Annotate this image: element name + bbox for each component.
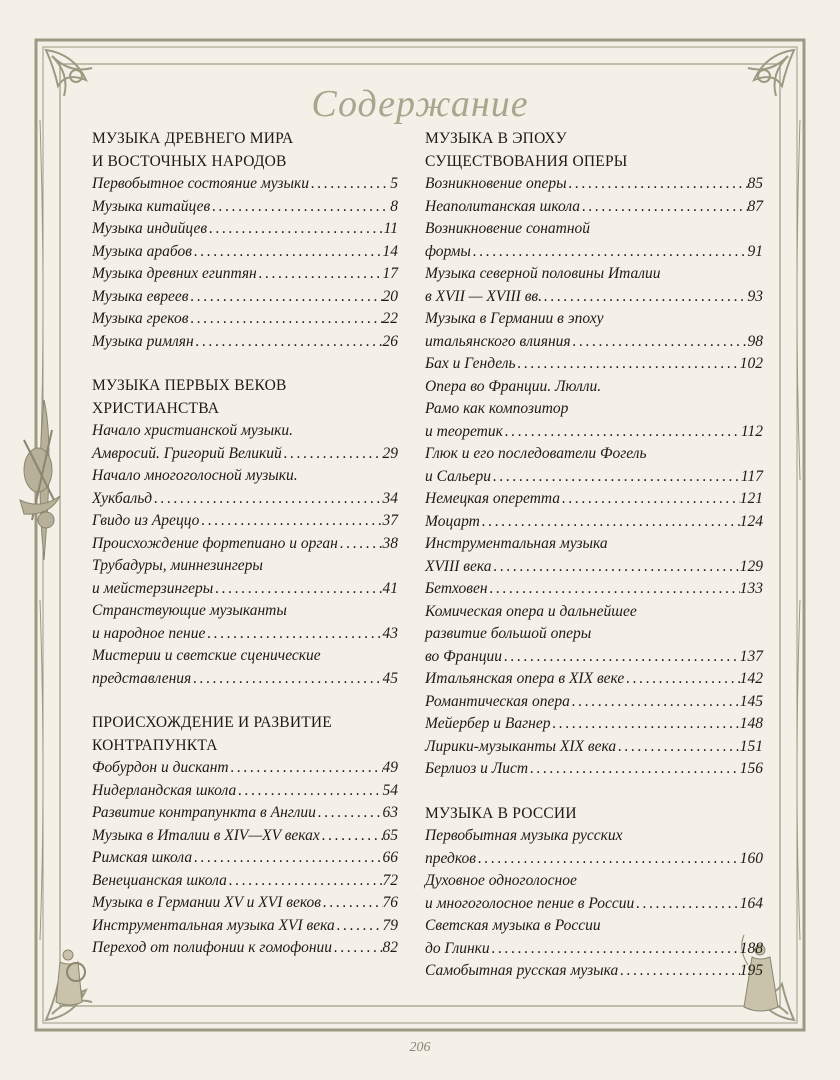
- toc-entry[interactable]: [425, 376, 763, 444]
- toc-entry[interactable]: [425, 960, 763, 983]
- toc-page-number: 34: [382, 489, 398, 507]
- toc-entry-text: Моцарт: [425, 512, 480, 530]
- dot-leader: [560, 488, 740, 511]
- toc-entry-text: Музыка в Германии XV и XVI веков: [92, 894, 322, 911]
- toc-entry[interactable]: [425, 691, 763, 714]
- toc-page-number: 54: [382, 781, 398, 799]
- toc-entry-text: Происхождение фортепиано и орган: [92, 534, 338, 552]
- dot-leader: [227, 870, 383, 893]
- dot-leader: [571, 331, 748, 354]
- toc-entry[interactable]: [425, 533, 763, 578]
- toc-entry-text: Музыка северной половины Италии: [425, 265, 661, 282]
- toc-page-number: 102: [739, 355, 763, 372]
- toc-page-number: 5: [390, 175, 398, 192]
- toc-entry-text: и мейстерзингеры: [92, 579, 214, 597]
- toc-entry-text: Комическая опера и дальнейшее: [425, 602, 637, 620]
- toc-entry-text: Духовное одноголосное: [425, 872, 577, 889]
- toc-entry[interactable]: [425, 196, 763, 219]
- toc-entry[interactable]: [425, 601, 763, 669]
- toc-entry-text: Хукбальд: [92, 489, 153, 507]
- toc-entry-text: и народное пение: [92, 624, 206, 642]
- instruments-ornament-icon: [20, 400, 60, 560]
- toc-page-number: 151: [739, 737, 763, 755]
- dot-leader: [316, 802, 383, 825]
- toc-page-number: 129: [739, 557, 763, 575]
- toc-entry-text: и Сальери: [425, 467, 492, 485]
- toc-page-number: 87: [747, 197, 763, 215]
- toc-entry[interactable]: [92, 870, 398, 893]
- toc-entry[interactable]: [92, 308, 398, 331]
- dot-leader: [321, 892, 382, 915]
- dot-leader: [338, 533, 383, 556]
- toc-column-left: [92, 128, 398, 982]
- toc-page-number: 37: [382, 512, 398, 529]
- dot-leader: [192, 241, 383, 264]
- dot-leader: [152, 488, 382, 511]
- section-heading: МУЗЫКА В РОССИИ: [425, 804, 577, 822]
- toc-entry[interactable]: [92, 645, 398, 690]
- toc-entry[interactable]: [425, 511, 763, 534]
- toc-page-number: 76: [382, 894, 398, 911]
- dot-leader: [502, 646, 740, 669]
- dot-leader: [205, 623, 382, 646]
- toc-page-number: 164: [739, 894, 763, 912]
- dot-leader: [570, 691, 740, 714]
- dot-leader: [194, 331, 383, 354]
- toc-section: [92, 128, 398, 353]
- section-heading: ПРОИСХОЖДЕНИЕ И РАЗВИТИЕ: [92, 714, 332, 731]
- section-heading: ХРИСТИАНСТВА: [92, 399, 220, 417]
- toc-entry[interactable]: [92, 915, 398, 938]
- toc-entry[interactable]: [425, 218, 763, 263]
- toc-entry-text: и теоретик: [425, 422, 503, 440]
- toc-page-number: 8: [390, 197, 398, 215]
- toc-entry[interactable]: [92, 780, 398, 803]
- dot-leader: [309, 173, 390, 196]
- toc-page-number: 65: [382, 826, 398, 844]
- toc-entry-text: Музыка древних египтян: [92, 265, 257, 282]
- toc-page-number: 82: [382, 939, 398, 956]
- toc-entry-text: Музыка греков: [92, 310, 189, 327]
- toc-page-number: 142: [739, 670, 763, 687]
- dot-leader: [188, 286, 382, 309]
- dot-leader: [528, 758, 740, 781]
- toc-entry-text: до Глинки: [425, 939, 490, 957]
- toc-entry-text: Музыка китайцев: [92, 197, 211, 215]
- toc-entry-text: Странствующие музыканты: [92, 602, 287, 619]
- toc-entry-text: Переход от полифонии к гомофонии: [92, 939, 333, 956]
- dot-leader: [191, 668, 382, 691]
- toc-entry-text: Мейербер и Вагнер: [425, 715, 551, 732]
- dot-leader: [471, 241, 748, 264]
- toc-page-number: 43: [382, 624, 398, 642]
- dot-leader: [488, 578, 740, 601]
- toc-entry-text: Развитие контрапункта в Англии: [92, 804, 316, 821]
- toc-entry-text: Начало многоголосной музыки.: [92, 467, 298, 484]
- toc-entry[interactable]: [92, 937, 398, 960]
- toc-entry[interactable]: [92, 331, 398, 354]
- toc-entry[interactable]: [92, 510, 398, 533]
- toc-entry[interactable]: [425, 825, 763, 870]
- toc-entry[interactable]: [425, 915, 763, 960]
- toc-entry[interactable]: [425, 668, 763, 691]
- toc-entry[interactable]: [92, 802, 398, 825]
- toc-entry-text: Музыка евреев: [92, 287, 189, 305]
- toc-page-number: 195: [739, 962, 763, 979]
- dot-leader: [624, 668, 739, 691]
- toc-entry-text: и многоголосное пение в России: [425, 894, 635, 912]
- toc-entry[interactable]: [92, 465, 398, 510]
- toc-entry[interactable]: [425, 713, 763, 736]
- toc-entry-text: Первобытное состояние музыки: [92, 175, 309, 192]
- toc-page-number: 137: [739, 647, 763, 665]
- dot-leader: [480, 511, 740, 534]
- dot-leader: [616, 736, 740, 759]
- toc-entry-text: Возникновение оперы: [425, 175, 567, 192]
- toc-entry[interactable]: [92, 555, 398, 600]
- toc-page-number: 45: [382, 669, 398, 687]
- toc-entry[interactable]: [425, 443, 763, 488]
- toc-entry-text: Начало христианской музыки.: [92, 422, 294, 439]
- toc-entry-text: Фобурдон и дискант: [92, 759, 229, 776]
- toc-entry[interactable]: [92, 241, 398, 264]
- section-heading: МУЗЫКА В ЭПОХУ: [425, 130, 567, 147]
- toc-page-number: 85: [747, 175, 763, 192]
- toc-entry[interactable]: [92, 600, 398, 645]
- toc-entry[interactable]: [92, 892, 398, 915]
- dot-leader: [634, 893, 739, 916]
- toc-entry-text: Романтическая опера: [425, 692, 570, 710]
- toc-page-number: 29: [382, 444, 398, 462]
- toc-entry[interactable]: [425, 870, 763, 915]
- toc-page-number: 20: [382, 287, 398, 305]
- section-heading: МУЗЫКА ПЕРВЫХ ВЕКОВ: [92, 377, 287, 394]
- toc-entry-text: развитие большой оперы: [425, 625, 592, 642]
- dot-leader: [188, 308, 382, 331]
- toc-entry-text: Музыка в Италии в XIV—XV веках: [92, 826, 320, 844]
- toc-entry[interactable]: [92, 196, 398, 219]
- toc-entry[interactable]: [425, 488, 763, 511]
- toc-page-number: 156: [739, 760, 763, 777]
- toc-column-right: [425, 128, 763, 1005]
- toc-page-number: 79: [382, 916, 398, 934]
- toc-page-number: 14: [382, 242, 398, 260]
- dot-leader: [335, 915, 383, 938]
- dot-leader: [192, 847, 382, 870]
- dot-leader: [491, 466, 741, 489]
- toc-entry[interactable]: [425, 308, 763, 353]
- toc-entry-text: Музыка арабов: [92, 242, 192, 260]
- toc-entry-text: Инструментальная музыка: [425, 535, 608, 552]
- dot-leader: [236, 780, 382, 803]
- section-heading: СУЩЕСТВОВАНИЯ ОПЕРЫ: [425, 152, 628, 170]
- toc-entry-text: итальянского влияния: [425, 332, 571, 350]
- toc-entry[interactable]: [92, 533, 398, 556]
- toc-page-number: 66: [382, 849, 398, 866]
- toc-page-number: 49: [382, 759, 398, 776]
- dot-leader: [210, 196, 390, 219]
- section-heading: МУЗЫКА ДРЕВНЕГО МИРА: [92, 130, 294, 147]
- toc-entry[interactable]: [425, 353, 763, 376]
- toc-entry-text: Трубадуры, миннезингеры: [92, 557, 263, 574]
- toc-entry-text: Мистерии и светские сценические: [92, 647, 321, 664]
- toc-page-number: 148: [739, 715, 763, 732]
- toc-entry-text: Амвросий. Григорий Великий: [92, 444, 282, 462]
- toc-page-number: 133: [739, 580, 763, 597]
- dot-leader: [207, 218, 383, 241]
- toc-entry[interactable]: [425, 173, 763, 196]
- toc-section: [425, 128, 763, 781]
- dot-leader: [580, 196, 747, 219]
- dot-leader: [550, 713, 739, 736]
- toc-entry-text: Глюк и его последователи Фогель: [425, 445, 647, 462]
- toc-entry-text: предков: [425, 849, 476, 867]
- toc-entry[interactable]: [92, 286, 398, 309]
- toc-entry-text: Первобытная музыка русских: [425, 827, 623, 844]
- dot-leader: [490, 938, 740, 961]
- dot-leader: [542, 286, 747, 309]
- toc-section: [92, 712, 398, 960]
- toc-entry-text: Музыка индийцев: [92, 220, 208, 237]
- toc-entry-text: Бах и Гендель: [425, 355, 516, 372]
- toc-entry-text: представления: [92, 669, 192, 687]
- toc-entry[interactable]: [425, 758, 763, 781]
- page-title: Содержание: [311, 83, 529, 125]
- toc-entry[interactable]: [92, 847, 398, 870]
- toc-page-number: 160: [739, 849, 763, 867]
- toc-entry[interactable]: [92, 757, 398, 780]
- dot-leader: [229, 757, 383, 780]
- toc-entry[interactable]: [92, 218, 398, 241]
- toc-entry-text: Самобытная русская музыка: [425, 962, 619, 979]
- dot-leader: [199, 510, 382, 533]
- toc-entry-text: Инструментальная музыка XVI века: [92, 916, 335, 934]
- toc-page-number: 145: [739, 692, 763, 710]
- dot-leader: [332, 937, 382, 960]
- toc-entry-text: Опера во Франции. Люлли.: [425, 377, 602, 395]
- toc-page-number: 26: [382, 332, 398, 350]
- toc-entry[interactable]: [92, 825, 398, 848]
- toc-entry-text: Светская музыка в России: [425, 917, 601, 934]
- toc-page-number: 121: [739, 490, 763, 507]
- toc-page-number: 98: [747, 332, 763, 350]
- toc-page-number: 63: [382, 804, 398, 821]
- toc-entry-text: Венецианская школа: [92, 871, 227, 889]
- toc-entry-text: Нидерландская школа: [92, 781, 237, 799]
- toc-entry-text: во Франции: [425, 647, 503, 665]
- dot-leader: [320, 825, 383, 848]
- toc-entry-text: Римская школа: [92, 849, 193, 866]
- dot-leader: [618, 960, 740, 983]
- toc-entry-text: Возникновение сонатной: [425, 220, 591, 237]
- toc-entry-text: XVIII века: [425, 557, 492, 575]
- toc-page-number: 72: [382, 871, 398, 889]
- toc-page-number: 91: [747, 242, 763, 260]
- toc-entry-text: формы: [425, 242, 471, 260]
- toc-entry-text: Неаполитанская школа: [425, 197, 581, 215]
- toc-entry-text: в XVII — XVIII вв.: [425, 287, 543, 305]
- toc-entry-text: Лирики-музыканты XIX века: [425, 737, 617, 755]
- toc-page-number: 112: [740, 422, 763, 440]
- toc-entry-text: Музыка римлян: [92, 332, 194, 350]
- dot-leader: [213, 578, 382, 601]
- toc-page-number: 38: [382, 534, 398, 552]
- toc-page-number: 17: [382, 265, 398, 282]
- toc-entry-text: Рамо как композитор: [425, 400, 569, 417]
- dot-leader: [476, 848, 740, 871]
- toc-entry-text: Немецкая оперетта: [425, 490, 561, 507]
- toc-section: [425, 803, 763, 983]
- toc-entry-text: Берлиоз и Лист: [425, 760, 529, 777]
- dot-leader: [282, 443, 383, 466]
- page-number: 206: [409, 1040, 431, 1055]
- toc-entry[interactable]: [425, 736, 763, 759]
- dot-leader: [516, 353, 740, 376]
- toc-entry[interactable]: [92, 173, 398, 196]
- dot-leader: [567, 173, 748, 196]
- toc-entry[interactable]: [92, 263, 398, 286]
- toc-page-number: 22: [382, 310, 398, 327]
- section-heading: КОНТРАПУНКТА: [92, 736, 218, 754]
- toc-entry-text: Музыка в Германии в эпоху: [425, 310, 604, 327]
- toc-page-number: 124: [739, 512, 763, 530]
- toc-entry-text: Итальянская опера в XIX веке: [425, 670, 625, 687]
- toc-entry-text: Гвидо из Ареццо: [92, 512, 200, 529]
- dot-leader: [492, 556, 740, 579]
- toc-entry[interactable]: [425, 263, 763, 308]
- section-heading: И ВОСТОЧНЫХ НАРОДОВ: [92, 152, 287, 170]
- toc-entry-text: Бетховен: [425, 580, 488, 597]
- dot-leader: [503, 421, 741, 444]
- toc-entry[interactable]: [425, 578, 763, 601]
- toc-section: [92, 375, 398, 690]
- toc-page-number: 41: [382, 579, 398, 597]
- dot-leader: [257, 263, 383, 286]
- toc-page-number: 188: [739, 939, 763, 957]
- toc-page-number: 93: [747, 287, 763, 305]
- toc-page-number: 117: [740, 467, 763, 485]
- toc-page-number: 11: [383, 220, 398, 237]
- toc-entry[interactable]: [92, 420, 398, 465]
